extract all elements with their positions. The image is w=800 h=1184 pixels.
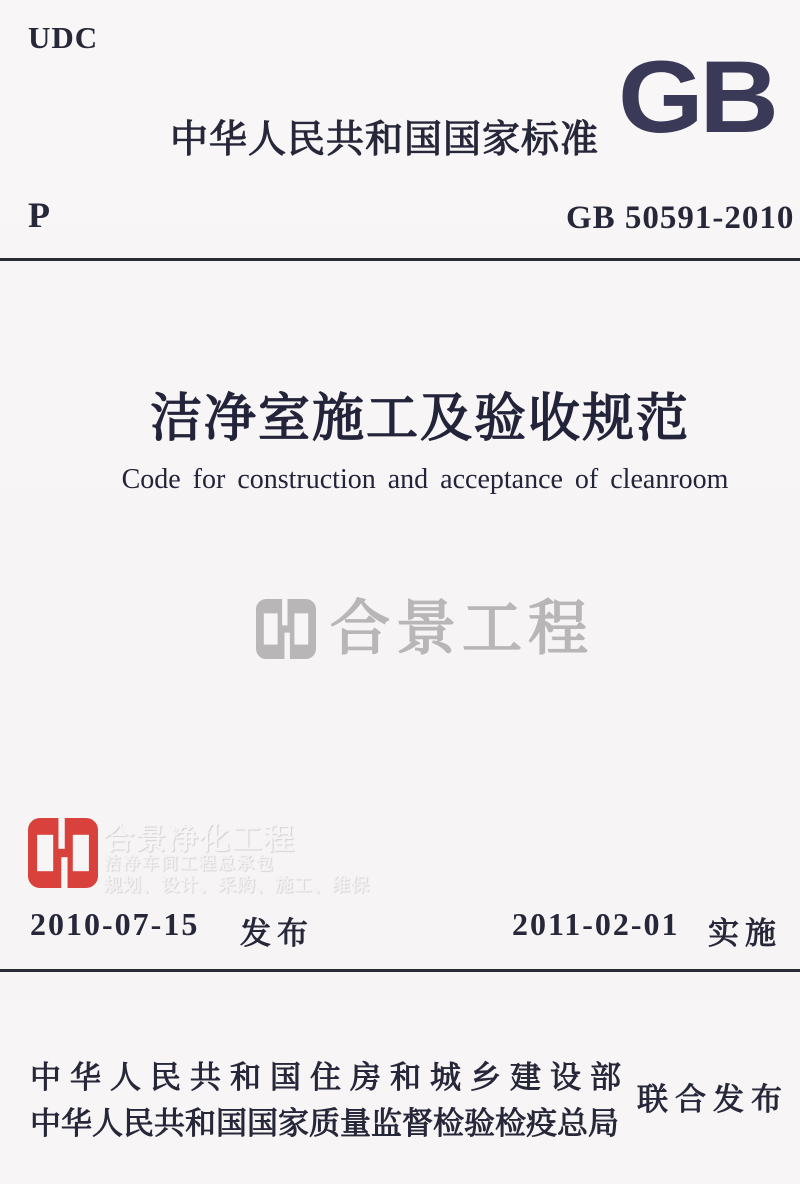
hejing-watermark-icon (256, 599, 316, 659)
company-services: 规划、设计、采购、施工、维保 (104, 875, 370, 895)
issue-label: 发布 (240, 916, 314, 951)
issuer-line-2: 中华人民共和国国家质量监督检验检疫总局 (30, 1106, 619, 1141)
effective-date: 2011-02-01 (512, 906, 680, 942)
company-subtitle: 洁净车间工程总承包 (104, 854, 275, 873)
issue-date: 2010-07-15 (30, 906, 200, 942)
top-divider (0, 258, 800, 261)
hejing-logo-icon (28, 818, 98, 888)
joint-publish-label: 联合发布 (637, 1082, 789, 1117)
national-standard-header: 中华人民共和国国家标准 (170, 119, 600, 161)
effective-label: 实施 (708, 916, 782, 951)
classification-code: P (28, 195, 50, 235)
watermark (256, 595, 594, 662)
standard-number: GB 50591-2010 (566, 200, 795, 236)
udc-label: UDC (28, 20, 99, 55)
company-name: 合景净化工程 (104, 823, 296, 856)
bottom-divider (0, 969, 800, 972)
document-title-en: Code for construction and acceptance of cleanroom (121, 464, 729, 495)
issuer-line-1: 中华人民共和国住房和城乡建设部 (30, 1060, 630, 1095)
watermark-text: 合景工程 (330, 595, 594, 662)
gb-logo: GB (618, 40, 775, 154)
document-title-zh: 洁净室施工及验收规范 (149, 391, 690, 448)
